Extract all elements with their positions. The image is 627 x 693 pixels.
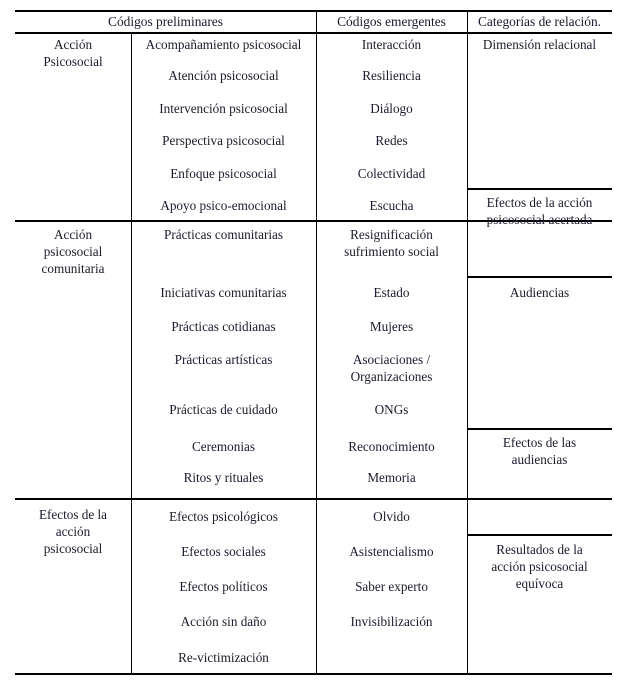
preliminary-code-item: Acompañamiento psicosocial — [145, 37, 302, 52]
codes-categories-table — [15, 10, 612, 673]
category-efectos-de-la-accion-psicosocial — [15, 506, 131, 557]
relation-category-dimension-relacional — [467, 36, 612, 53]
category-accion-psicosocial — [15, 36, 131, 70]
relation-category-line: Resultados de la — [496, 542, 583, 557]
category-line: acción — [55, 524, 91, 539]
emergent-code-item — [316, 226, 467, 260]
header-label: Categorías de relación. — [477, 14, 602, 29]
emergent-code-line: Organizaciones — [350, 369, 433, 384]
preliminary-code-item: Apoyo psico-emocional — [160, 198, 287, 213]
relation-category-line: psicosocial acertada — [486, 212, 593, 227]
preliminary-code-item: Prácticas comunitarias — [163, 227, 283, 242]
category-line: Psicosocial — [43, 54, 103, 69]
relation-divider-1 — [467, 188, 612, 190]
emergent-code-item: Estado — [373, 285, 410, 300]
emergent-code-item: Asistencialismo — [349, 544, 434, 559]
section-2-3-divider — [15, 498, 612, 500]
preliminary-code-item: Acción sin daño — [180, 614, 267, 629]
emergent-code-item: Redes — [375, 133, 408, 148]
category-accion-psicosocial-comunitaria — [15, 226, 131, 277]
relation-category-line: audiencias — [511, 452, 568, 467]
header-label: Códigos preliminares — [108, 14, 223, 29]
relation-category-line: Efectos de la acción — [486, 195, 593, 210]
emergent-code-item: Memoria — [367, 470, 416, 485]
emergent-code-item: ONGs — [374, 402, 409, 417]
header-label: Códigos emergentes — [337, 14, 446, 29]
preliminary-code-item: Efectos psicológicos — [169, 509, 278, 524]
relation-divider-2 — [467, 276, 612, 278]
category-line: psicosocial — [43, 244, 103, 259]
preliminary-code-item: Ritos y rituales — [183, 470, 264, 485]
emergent-code-item: Invisibilización — [350, 614, 433, 629]
preliminary-code-item: Efectos sociales — [181, 544, 266, 559]
header-categorias-de-relacion — [467, 13, 612, 30]
category-line: Acción — [53, 227, 93, 242]
category-line: Acción — [53, 37, 93, 52]
preliminary-code-item: Atención psicosocial — [168, 68, 279, 83]
category-line: Efectos de la — [38, 507, 108, 522]
preliminary-code-item: Ceremonias — [192, 439, 255, 454]
emergent-code-item — [316, 351, 467, 385]
relation-category-efectos-accion-acertada — [467, 194, 612, 228]
preliminary-code-item: Enfoque psicosocial — [170, 166, 277, 181]
relation-category-line: Efectos de las — [502, 435, 577, 450]
emergent-code-item: Resiliencia — [362, 68, 421, 83]
emergent-code-item: Olvido — [373, 509, 410, 524]
relation-category-line: Dimensión relacional — [482, 37, 597, 52]
preliminary-code-item: Intervención psicosocial — [159, 101, 288, 116]
relation-category-line: acción psicosocial — [491, 559, 588, 574]
preliminary-code-item: Efectos políticos — [179, 579, 268, 594]
emergent-code-item: Escucha — [369, 198, 414, 213]
relation-divider-3 — [467, 428, 612, 430]
emergent-code-item: Mujeres — [369, 319, 414, 334]
preliminary-code-item: Iniciativas comunitarias — [160, 285, 287, 300]
table-bottom-border — [15, 673, 612, 675]
table-top-border — [15, 10, 612, 12]
relation-category-line: equívoca — [515, 576, 564, 591]
category-line: psicosocial — [43, 541, 103, 556]
emergent-code-item: Interacción — [361, 37, 422, 52]
emergent-code-line: Asociaciones / — [352, 352, 431, 367]
relation-category-line: Audiencias — [509, 285, 570, 300]
header-codigos-preliminares — [15, 13, 316, 30]
emergent-code-item: Reconocimiento — [348, 439, 435, 454]
relation-category-audiencias — [467, 284, 612, 301]
preliminary-code-item: Prácticas de cuidado — [169, 402, 278, 417]
category-line: comunitaria — [41, 261, 105, 276]
relation-category-resultados-accion-equivoca — [467, 541, 612, 592]
preliminary-code-item: Re-victimización — [178, 650, 269, 665]
preliminary-code-item: Prácticas cotidianas — [171, 319, 276, 334]
emergent-code-line: sufrimiento social — [344, 244, 439, 259]
header-bottom-border — [15, 32, 612, 34]
emergent-code-item: Colectividad — [357, 166, 426, 181]
relation-divider-4 — [467, 534, 612, 536]
relation-category-efectos-audiencias — [467, 434, 612, 468]
emergent-code-line: Resignificación — [350, 227, 433, 242]
preliminary-code-item: Perspectiva psicosocial — [162, 133, 285, 148]
header-codigos-emergentes — [316, 13, 467, 30]
emergent-code-item: Diálogo — [370, 101, 413, 116]
emergent-code-item: Saber experto — [355, 579, 428, 594]
preliminary-code-item: Prácticas artísticas — [174, 352, 273, 367]
